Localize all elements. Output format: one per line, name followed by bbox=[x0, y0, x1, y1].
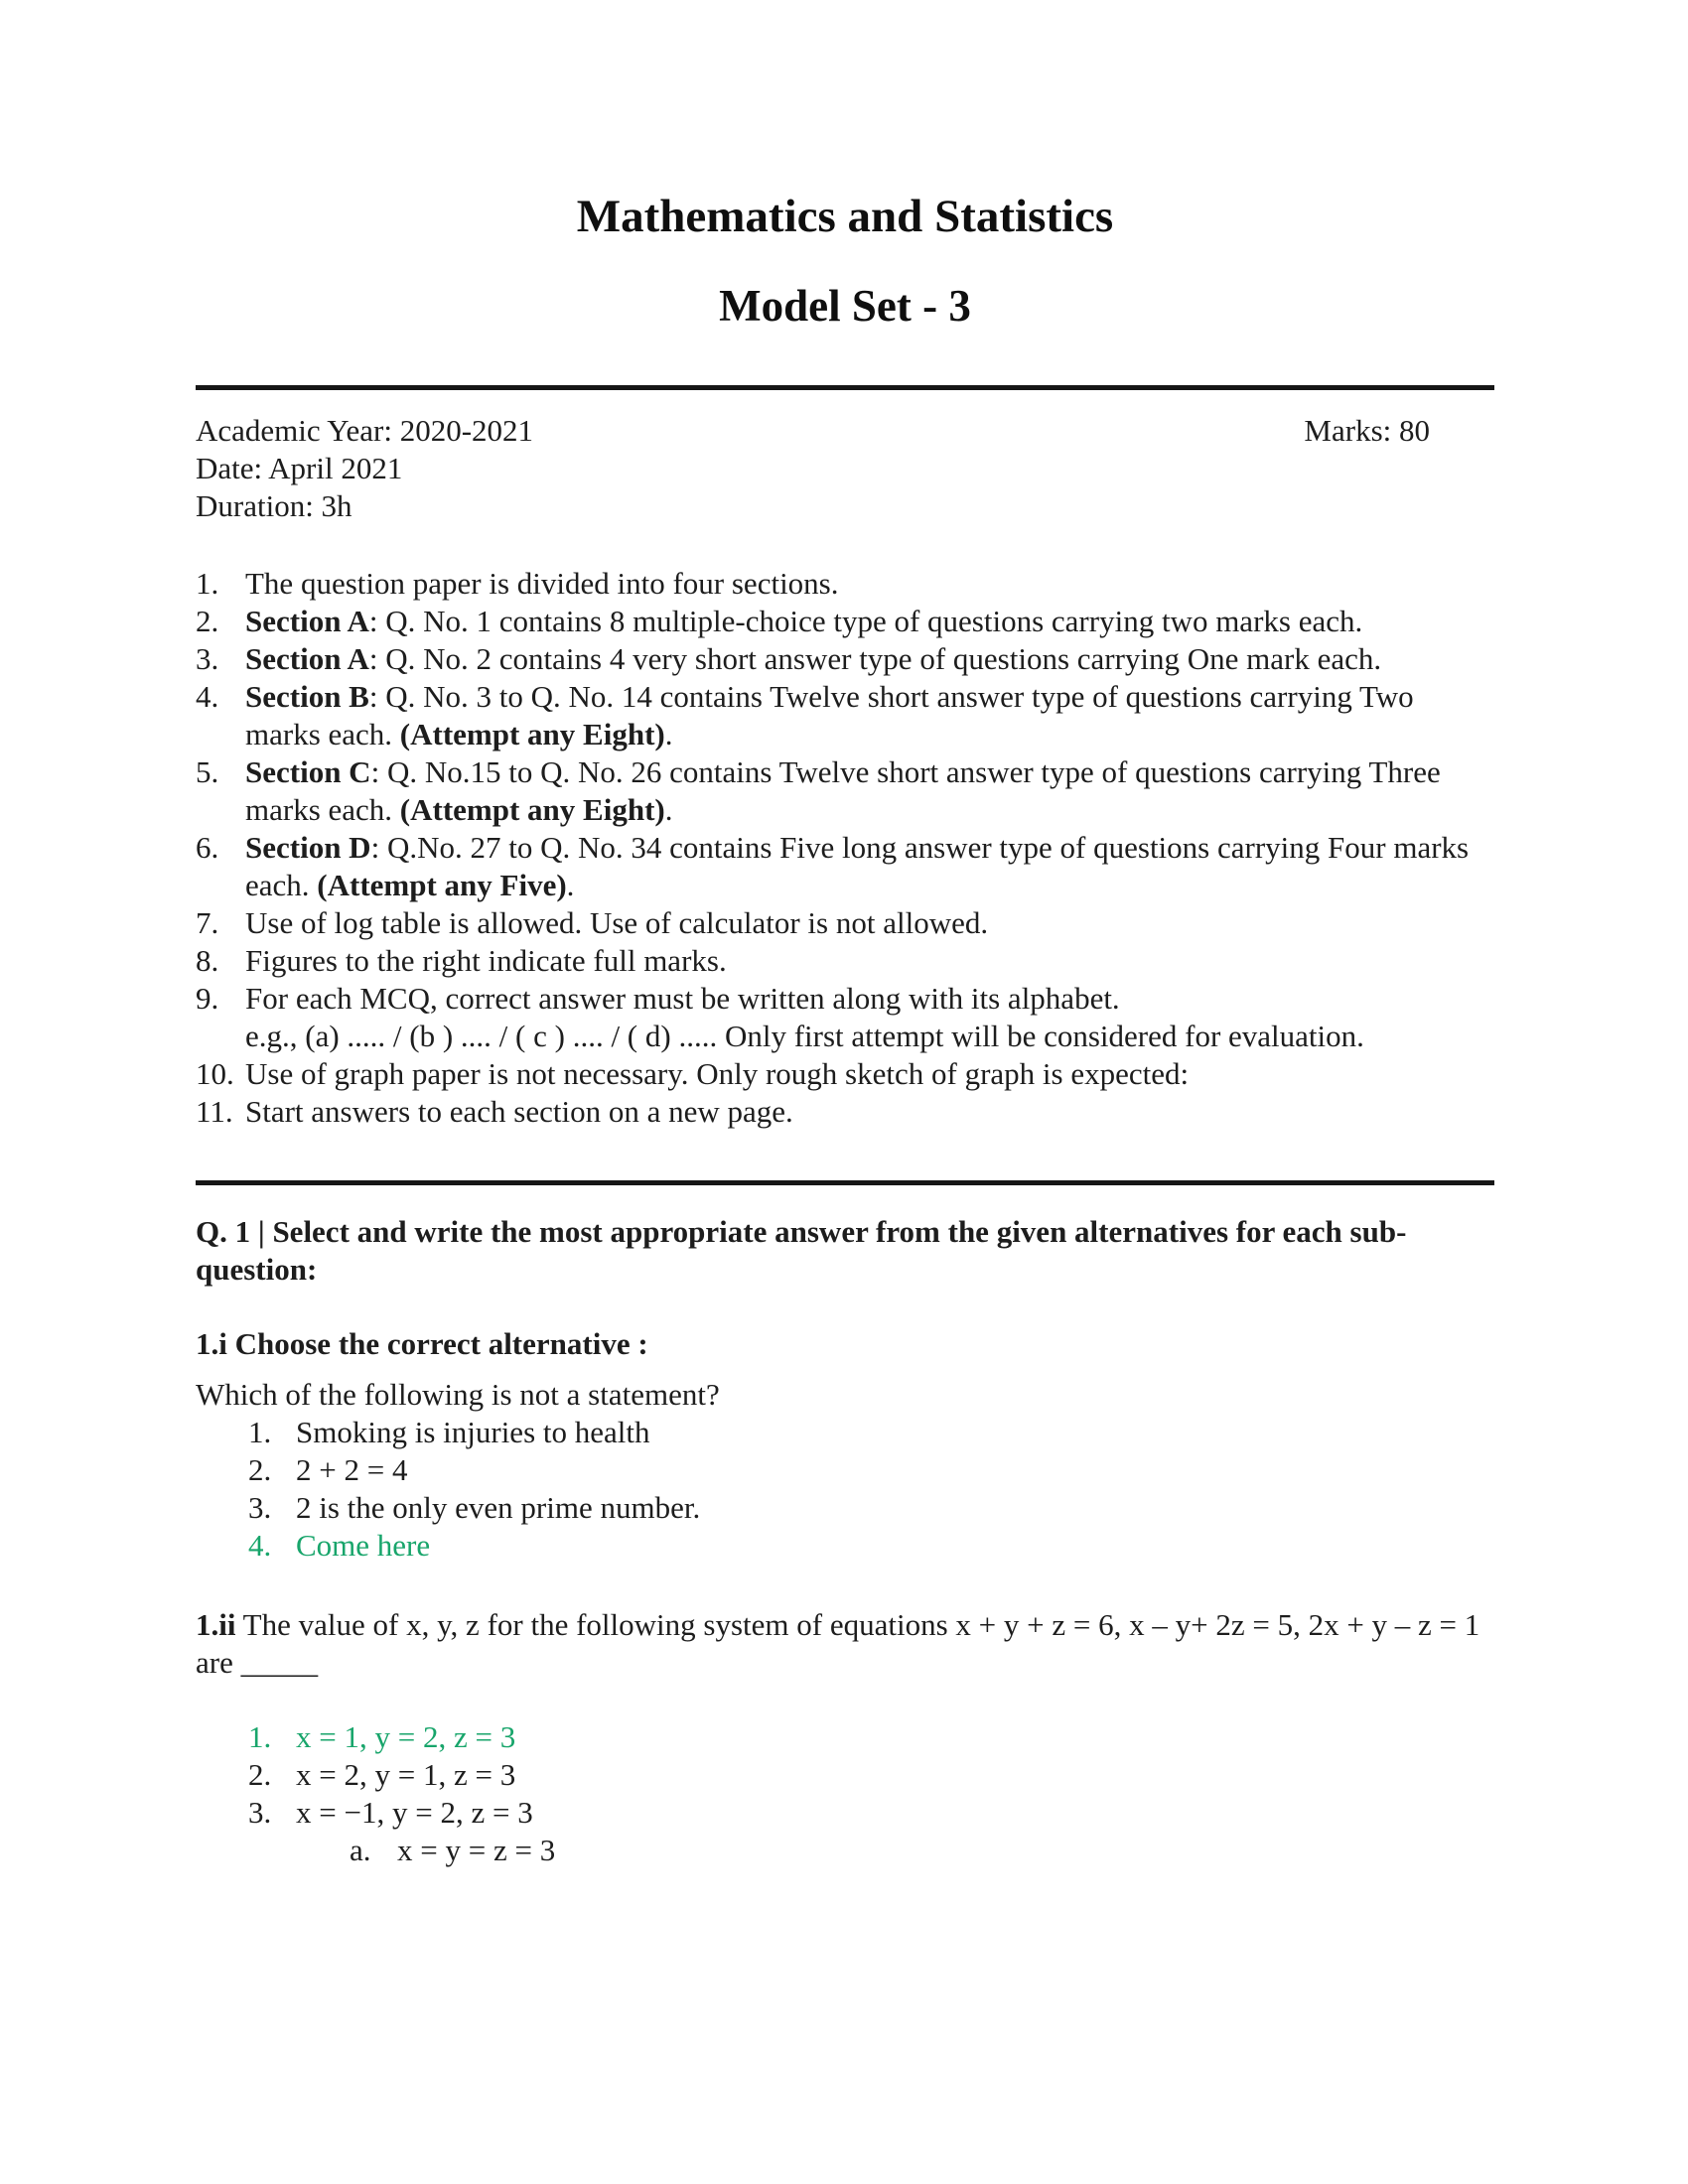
option-text: x = −1, y = 2, z = 3 bbox=[296, 1795, 533, 1830]
q1ii-options bbox=[248, 1718, 1494, 1832]
option-number: 2. bbox=[248, 1452, 272, 1487]
option-text: Come here bbox=[296, 1528, 431, 1563]
instruction-number: 7. bbox=[196, 905, 219, 940]
q1ii-question: 1.ii The value of x, y, z for the following system of equations x + y + z = 6, x – y+ 2z = 5, 2x + y – z = 1 are _____ bbox=[196, 1607, 1480, 1680]
instruction-item: 5. Section C: Q. No.15 to Q. No. 26 contains Twelve short answer type of questions carrying Three marks each. (Attempt any Eight). bbox=[196, 754, 1441, 827]
option-item bbox=[248, 1451, 1494, 1489]
instruction-item: 9. For each MCQ, correct answer must be written along with its alphabet. e.g., (a) ..... / (b ) .... / ( c ) .... / ( d) ..... Only first attempt will be considered for evaluation. bbox=[196, 981, 1364, 1053]
option-text: x = 2, y = 1, z = 3 bbox=[296, 1757, 516, 1792]
option-number: 3. bbox=[248, 1490, 272, 1525]
option-text: 2 + 2 = 4 bbox=[296, 1452, 408, 1487]
option-item bbox=[248, 1756, 1494, 1794]
instruction-item: 2. Section A: Q. No. 1 contains 8 multiple-choice type of questions carrying two marks each. bbox=[196, 604, 1363, 638]
divider-top bbox=[196, 385, 1494, 390]
instruction-item: 4. Section B: Q. No. 3 to Q. No. 14 contains Twelve short answer type of questions carrying Two marks each. (Attempt any Eight). bbox=[196, 679, 1414, 751]
instruction-item: 8. Figures to the right indicate full marks. bbox=[196, 943, 727, 978]
page-subtitle: Model Set - 3 bbox=[719, 281, 971, 331]
option-text: x = y = z = 3 bbox=[397, 1833, 556, 1867]
option-item-correct bbox=[248, 1718, 1494, 1756]
option-text: Smoking is injuries to health bbox=[296, 1415, 650, 1449]
option-item bbox=[248, 1414, 1494, 1451]
instruction-number: 10. bbox=[196, 1056, 234, 1091]
option-number: 1. bbox=[248, 1415, 272, 1449]
academic-year: Academic Year: 2020-2021 bbox=[196, 413, 534, 448]
instruction-item: 6. Section D: Q.No. 27 to Q. No. 34 contains Five long answer type of questions carrying Four marks each. (Attempt any Five). bbox=[196, 830, 1470, 902]
q1i-options bbox=[248, 1414, 1494, 1565]
meta-row bbox=[196, 412, 1494, 450]
exam-date: Date: April 2021 bbox=[196, 451, 403, 485]
instruction-item: 7. Use of log table is allowed. Use of calculator is not allowed. bbox=[196, 905, 989, 940]
option-number: 1. bbox=[248, 1719, 272, 1754]
option-item-correct bbox=[248, 1527, 1494, 1565]
instruction-number: 2. bbox=[196, 604, 219, 638]
instruction-item: 1. The question paper is divided into four sections. bbox=[196, 566, 839, 601]
option-number: 2. bbox=[248, 1757, 272, 1792]
option-item bbox=[248, 1489, 1494, 1527]
instruction-number: 5. bbox=[196, 754, 219, 789]
q1i-heading: 1.i Choose the correct alternative : bbox=[196, 1326, 648, 1361]
option-text: x = 1, y = 2, z = 3 bbox=[296, 1719, 516, 1754]
instructions-list bbox=[196, 565, 1494, 1131]
option-number: 3. bbox=[248, 1795, 272, 1830]
instruction-number: 9. bbox=[196, 981, 219, 1016]
q1i-question: Which of the following is not a statement? bbox=[196, 1377, 720, 1412]
instruction-number: 4. bbox=[196, 679, 219, 714]
option-sub-item bbox=[350, 1832, 1494, 1869]
exam-duration: Duration: 3h bbox=[196, 488, 352, 523]
instruction-number: 8. bbox=[196, 943, 219, 978]
instruction-item: 10. Use of graph paper is not necessary. Only rough sketch of graph is expected: bbox=[196, 1056, 1190, 1091]
option-text: 2 is the only even prime number. bbox=[296, 1490, 701, 1525]
instruction-item: 3. Section A: Q. No. 2 contains 4 very short answer type of questions carrying One mark each. bbox=[196, 641, 1382, 676]
q1-heading: Q. 1 | Select and write the most appropriate answer from the given alternatives for each sub-question: bbox=[196, 1214, 1407, 1287]
page-title: Mathematics and Statistics bbox=[576, 191, 1114, 242]
option-number: a. bbox=[350, 1833, 371, 1867]
option-item bbox=[248, 1794, 1494, 1832]
instruction-number: 6. bbox=[196, 830, 219, 865]
instruction-number: 1. bbox=[196, 566, 219, 601]
instruction-item: 11. Start answers to each section on a new page. bbox=[196, 1094, 793, 1129]
instruction-number: 11. bbox=[196, 1094, 233, 1129]
divider-questions bbox=[196, 1180, 1494, 1185]
option-number: 4. bbox=[248, 1528, 272, 1563]
instruction-number: 3. bbox=[196, 641, 219, 676]
marks: Marks: 80 bbox=[1304, 413, 1430, 448]
